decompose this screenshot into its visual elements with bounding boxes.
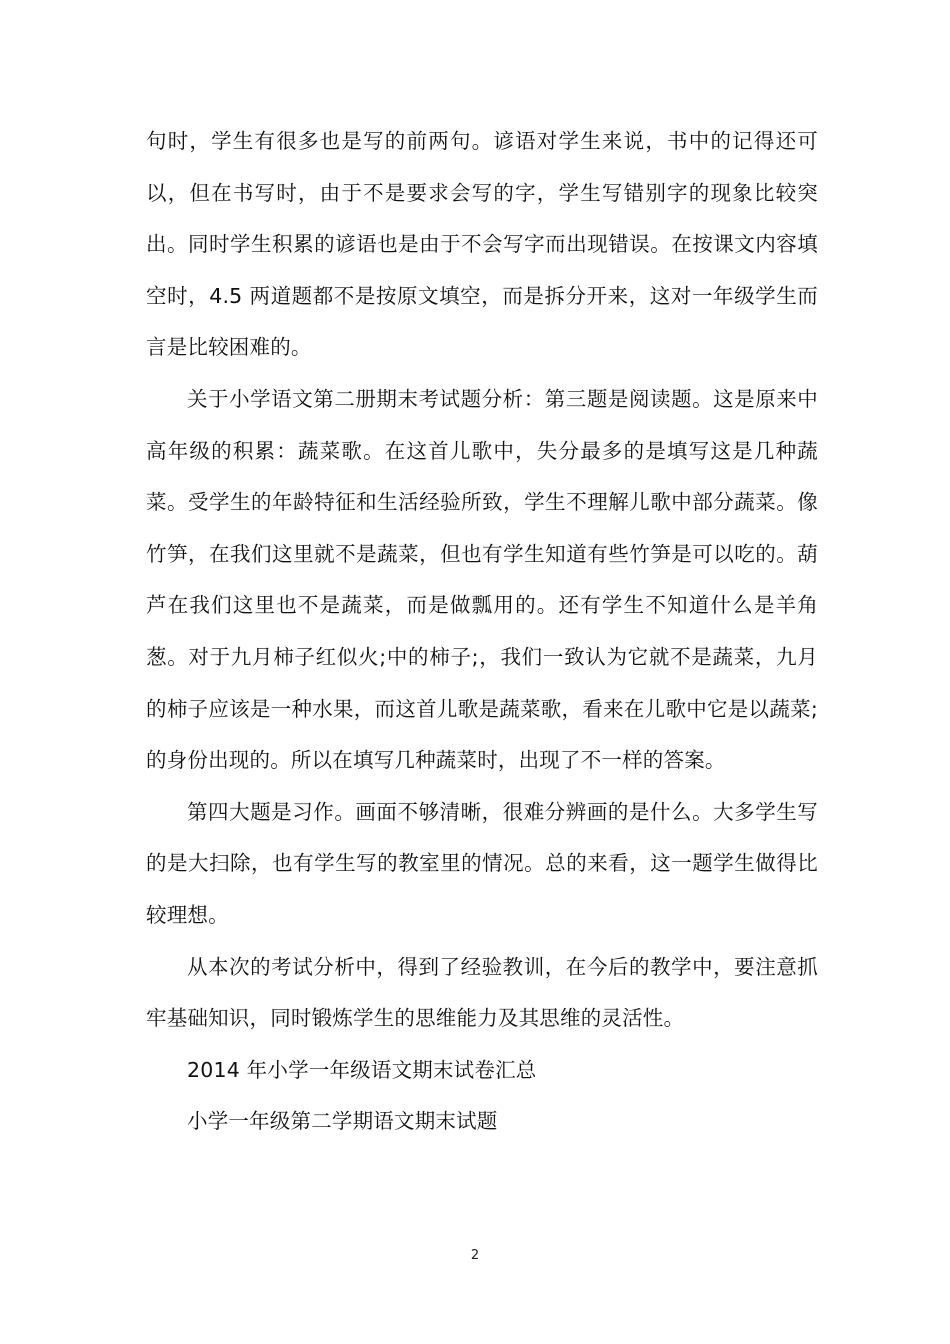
paragraph-3: 第四大题是习作。画面不够清晰，很难分辨画的是什么。大多学生写的是大扫除，也有学生写的教室里的情况。总的来看，这一题学生做得比较理想。 xyxy=(146,799,818,927)
paragraph-5: 2014 年小学一年级语文期末试卷汇总 xyxy=(187,1057,537,1082)
paragraph-1: 句时，学生有很多也是写的前两句。谚语对学生来说，书中的记得还可以，但在书写时，由于不是要求会写的字，学生写错别字的现象比较突出。同时学生积累的谚语也是由于不会写字而出现错误。在按课文内容填空时，4.5 两道题都不是按原文填空，而是拆分开来，这对一年级学生而言是比较困难的。 xyxy=(146,129,818,360)
paragraph-6: 小学一年级第二学期语文期末试题 xyxy=(187,1109,498,1134)
page-number: 2 xyxy=(470,1248,480,1263)
paragraph-2: 关于小学语文第二册期末考试题分析：第三题是阅读题。这是原来中高年级的积累：蔬菜歌。在这首儿歌中，失分最多的是填写这是几种蔬菜。受学生的年龄特征和生活经验所致，学生不理解儿歌中部分蔬菜。像竹笋，在我们这里就不是蔬菜，但也有学生知道有些竹笋是可以吃的。葫芦在我们这里也不是蔬菜，而是做瓢用的。还有学生不知道什么是羊角葱。对于九月柿子红似火;中的柿子;，我们一致认为它就不是蔬菜，九月的柿子应该是一种水果，而这首儿歌是蔬菜歌，看来在儿歌中它是以蔬菜;的身份出现的。所以在填写几种蔬菜时，出现了不一样的答案。 xyxy=(146,386,818,773)
paragraph-4: 从本次的考试分析中，得到了经验教训，在今后的教学中，要注意抓牢基础知识，同时锻炼学生的思维能力及其思维的灵活性。 xyxy=(146,954,818,1031)
body-text xyxy=(146,116,818,1148)
